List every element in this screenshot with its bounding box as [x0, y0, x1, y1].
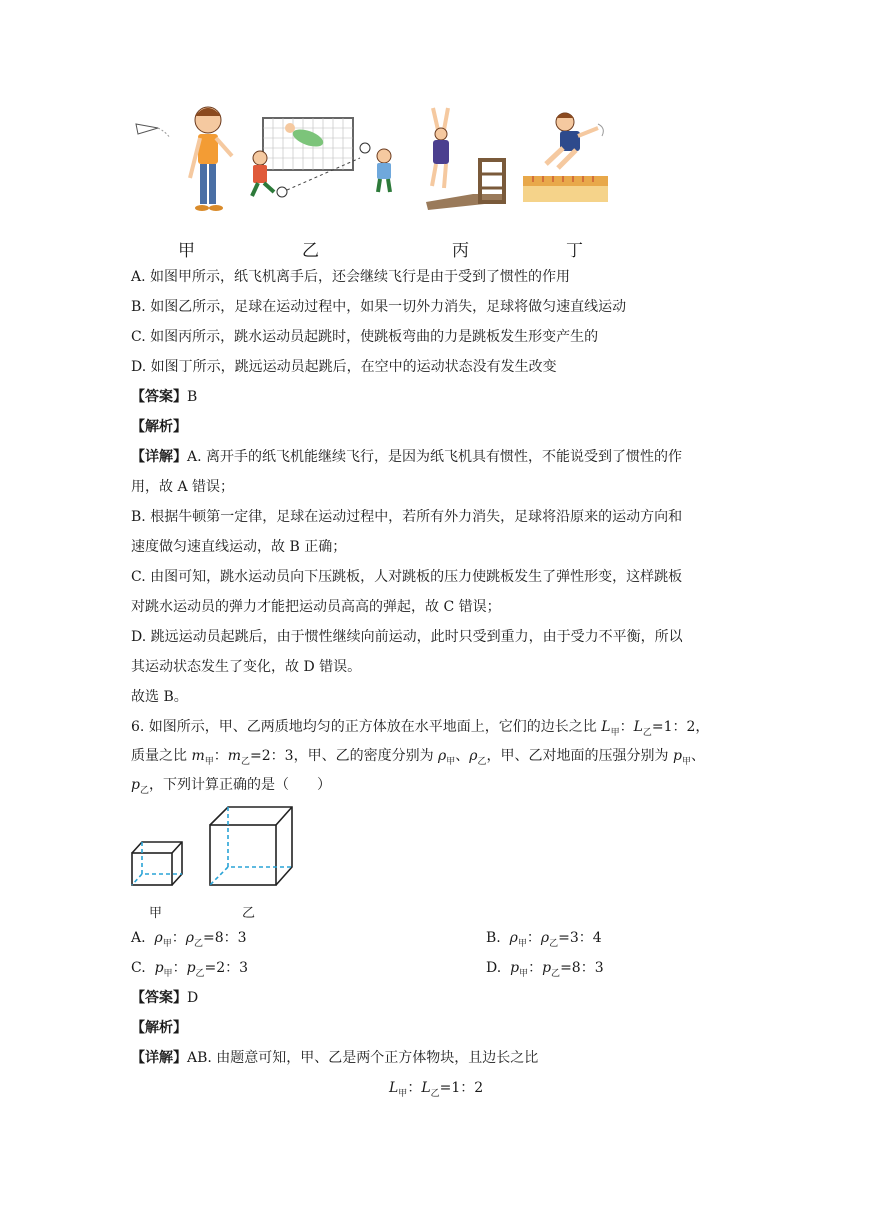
stem-text: =2：3，甲、乙的密度分别为 — [250, 748, 439, 764]
symbol-p: p — [673, 748, 682, 764]
subscript: 乙 — [642, 727, 652, 738]
q5-detail-line-5: C. 由图可知，跳水运动员向下压跳板，人对跳板的压力使跳板发生了弹性形变，这样跳板 — [131, 569, 683, 585]
q6-option-b — [486, 928, 602, 954]
subscript: 甲 — [204, 756, 214, 767]
q5-conclusion: 故选 B。 — [131, 689, 188, 705]
symbol-rho: ρ — [185, 930, 194, 946]
q6-option-a — [131, 928, 247, 954]
option-value: =3：4 — [558, 930, 602, 946]
subscript: 甲 — [398, 1088, 408, 1099]
symbol-L: L — [601, 719, 611, 735]
option-prefix: C. — [131, 960, 146, 976]
symbol-rho: ρ — [469, 748, 478, 764]
separator: 、 — [690, 748, 705, 764]
colon: ： — [171, 930, 186, 946]
q6-stem-line-2 — [131, 746, 705, 772]
symbol-L: L — [633, 719, 643, 735]
symbol-m: m — [227, 748, 242, 764]
cube-label-jia: 甲 — [149, 906, 163, 921]
q5-detail-line-3: B. 根据牛顿第一定律，足球在运动过程中，若所有外力消失，足球将沿原来的运动方向和 — [131, 509, 683, 525]
stem-text: ，下列计算正确的是（ ） — [148, 777, 331, 793]
figure-label-jia: 甲 — [178, 241, 195, 261]
symbol-L: L — [389, 1080, 399, 1096]
detail-tag: 【详解】 — [131, 1050, 187, 1066]
q6-option-d — [486, 958, 604, 984]
formula-value: =1：2 — [439, 1080, 484, 1096]
q6-stem-line-1 — [131, 717, 709, 743]
symbol-rho: ρ — [509, 930, 518, 946]
option-value: =8：3 — [560, 960, 604, 976]
subscript: 甲 — [517, 938, 527, 949]
option-value: =8：3 — [202, 930, 247, 946]
q5-option-a: A. 如图甲所示，纸飞机离手后，还会继续飞行是由于受到了惯性的作用 — [131, 269, 571, 285]
symbol-rho: ρ — [540, 930, 550, 946]
q5-answer — [131, 387, 197, 407]
small-cube-jia — [132, 842, 182, 885]
long-jumper-image — [523, 113, 608, 202]
diver-springboard-image — [426, 108, 504, 210]
soccer-goal-image — [252, 118, 391, 197]
q5-detail-line-1 — [131, 447, 682, 467]
q5-detail-line-4: 速度做匀速直线运动，故 B 正确； — [131, 539, 347, 555]
option-value: =2：3 — [204, 960, 249, 976]
symbol-m: m — [191, 748, 205, 764]
q6-formula — [389, 1078, 483, 1104]
q5-detail-line-7: D. 跳远运动员起跳后，由于惯性继续向前运动，此时只受到重力，由于受力不平衡，所以 — [131, 629, 683, 645]
symbol-p: p — [542, 960, 552, 976]
colon: ： — [407, 1080, 422, 1096]
stem-text: ，甲、乙对地面的压强分别为 — [486, 748, 673, 764]
detail-tag: 【详解】 — [131, 449, 187, 465]
q5-detail-line-8: 其运动状态发生了变化，故 D 错误。 — [131, 659, 362, 675]
figure-sports-illustration — [128, 98, 618, 228]
cube-label-yi: 乙 — [242, 906, 256, 921]
q6-stem-line-3 — [131, 775, 331, 801]
subscript: 乙 — [430, 1088, 440, 1099]
symbol-rho: ρ — [154, 930, 163, 946]
figure-label-yi: 乙 — [302, 241, 319, 261]
q5-detail-line-2: 用，故 A 错误； — [131, 479, 235, 495]
colon: ： — [526, 930, 541, 946]
q5-detail-line-6: 对跳水运动员的弹力才能把运动员高高的弹起，故 C 错误； — [131, 599, 501, 615]
separator: 、 — [455, 748, 470, 764]
q5-option-b: B. 如图乙所示，足球在运动过程中，如果一切外力消失，足球将做匀速直线运动 — [131, 299, 627, 315]
subscript: 甲 — [162, 938, 172, 949]
subscript: 乙 — [241, 756, 251, 767]
large-cube-yi — [210, 807, 292, 885]
detail-text: AB. 由题意可知，甲、乙是两个正方体物块，且边长之比 — [187, 1050, 539, 1066]
symbol-p: p — [186, 960, 196, 976]
colon: ： — [172, 960, 187, 976]
subscript: 乙 — [195, 968, 205, 979]
subscript: 甲 — [446, 756, 456, 767]
paper-plane-boy-image — [136, 107, 232, 211]
subscript: 乙 — [193, 938, 203, 949]
symbol-p: p — [510, 960, 520, 976]
option-prefix: D. — [486, 960, 502, 976]
q6-option-c — [131, 958, 248, 984]
q5-analysis-tag: 【解析】 — [131, 419, 187, 435]
colon: ： — [213, 748, 228, 764]
stem-text: 6. 如图所示，甲、乙两质地均匀的正方体放在水平地面上，它们的边长之比 — [131, 719, 602, 735]
subscript: 甲 — [610, 727, 620, 738]
q6-detail-line-1 — [131, 1048, 538, 1068]
q6-analysis-tag: 【解析】 — [131, 1020, 187, 1036]
colon: ： — [528, 960, 543, 976]
answer-tag: 【答案】 — [131, 389, 187, 405]
subscript: 乙 — [477, 756, 487, 767]
symbol-rho: ρ — [438, 748, 447, 764]
q5-option-d: D. 如图丁所示，跳远运动员起跳后，在空中的运动状态没有发生改变 — [131, 359, 557, 375]
subscript: 乙 — [139, 785, 149, 796]
q5-option-c: C. 如图丙所示，跳水运动员起跳时，使跳板弯曲的力是跳板发生形变产生的 — [131, 329, 599, 345]
figure-label-bing: 丙 — [452, 241, 469, 261]
symbol-p: p — [131, 777, 140, 793]
figure-label-ding: 丁 — [566, 241, 583, 261]
colon: ： — [619, 719, 634, 735]
q6-answer — [131, 988, 198, 1008]
answer-value: B — [187, 389, 198, 405]
subscript: 乙 — [551, 968, 561, 979]
answer-tag: 【答案】 — [131, 990, 187, 1006]
stem-text: =1：2， — [651, 719, 710, 735]
stem-text: 质量之比 — [131, 748, 192, 764]
subscript: 甲 — [163, 968, 173, 979]
subscript: 乙 — [549, 938, 559, 949]
detail-text: A. 离开手的纸飞机能继续飞行，是因为纸飞机具有惯性，不能说受到了惯性的作 — [187, 449, 683, 465]
subscript: 甲 — [519, 968, 529, 979]
symbol-L: L — [421, 1080, 431, 1096]
option-prefix: A. — [131, 930, 146, 946]
subscript: 甲 — [681, 756, 691, 767]
answer-value: D — [187, 990, 199, 1006]
symbol-p: p — [154, 960, 164, 976]
figure-cubes — [128, 805, 298, 917]
option-prefix: B. — [486, 930, 501, 946]
